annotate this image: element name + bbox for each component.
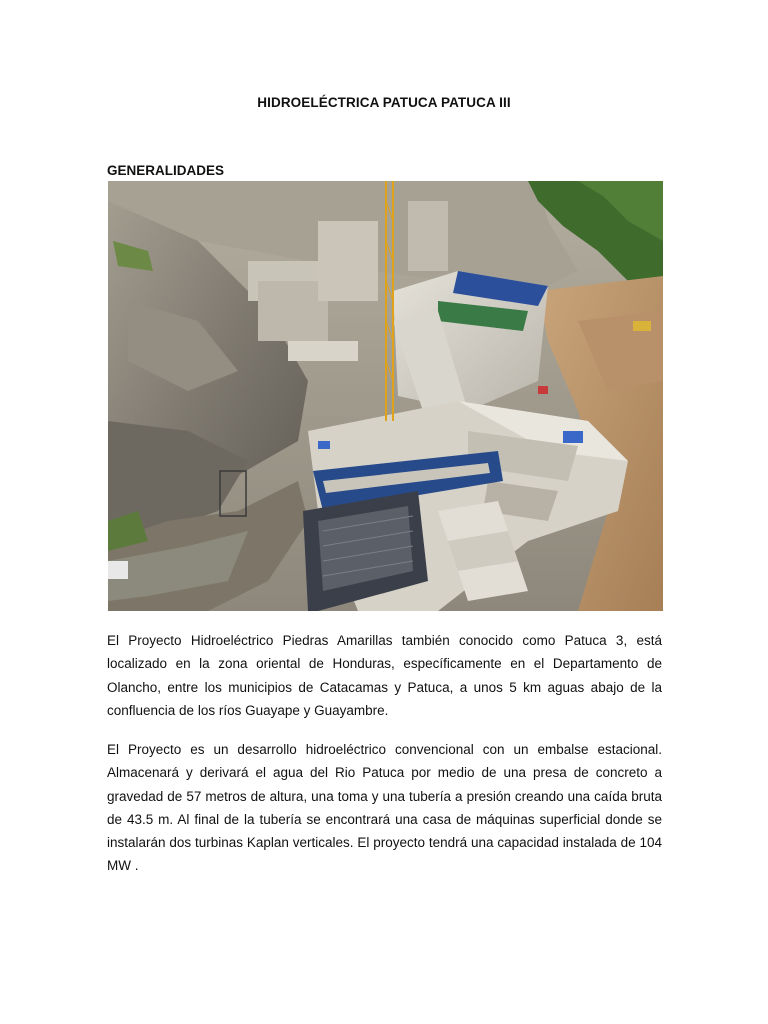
document-title: HIDROELÉCTRICA PATUCA PATUCA III <box>257 95 511 110</box>
section-heading: GENERALIDADES <box>107 163 225 178</box>
paragraph-1: El Proyecto Hidroeléctrico Piedras Amarillas también conocido como Patuca 3, está localizado en la zona oriental de Honduras, específicamente en el Departamento de Olancho, entre los municipios de Catacamas y Patuca, a unos 5 km aguas abajo de la confluencia de los ríos Guayape y Guayambre. <box>107 633 662 718</box>
paragraph-2: El Proyecto es un desarrollo hidroeléctrico convencional con un embalse estacional. Almacenará y derivará el agua del Rio Patuca por medio de una presa de concreto a gravedad de 57 metros de altura, una toma y una tubería a presión creando una caída bruta de 43.5 m. Al final de la tubería se encontrará una casa de máquinas superficial donde se instalarán dos turbinas Kaplan verticales. El proyecto tendrá una capacidad instalada de 104 MW . <box>107 742 662 874</box>
construction-site-photo <box>108 181 663 611</box>
